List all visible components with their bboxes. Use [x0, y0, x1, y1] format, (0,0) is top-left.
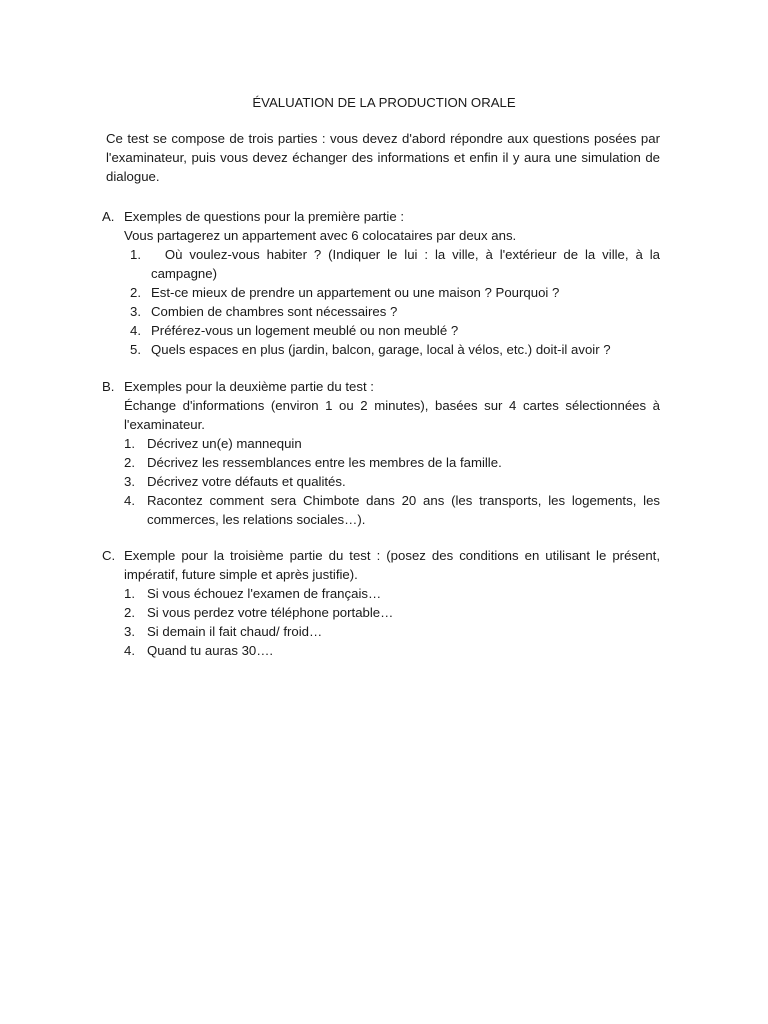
section-c-list — [124, 584, 660, 660]
list-item-number: 2. — [124, 605, 135, 620]
list-item-number: 5. — [130, 342, 141, 357]
list-item — [124, 472, 660, 491]
list-item-number: 2. — [130, 285, 141, 300]
list-item-number: 3. — [124, 624, 135, 639]
list-item-text: Quels espaces en plus (jardin, balcon, garage, local à vélos, etc.) doit-il avoir ? — [151, 342, 611, 357]
list-item — [124, 453, 660, 472]
section-b — [102, 377, 660, 529]
list-item-number: 1. — [124, 586, 135, 601]
list-item-number: 4. — [130, 323, 141, 338]
list-item — [130, 302, 660, 321]
list-item-text: Si demain il fait chaud/ froid… — [147, 624, 323, 639]
list-item — [124, 434, 660, 453]
list-item-number: 1. — [130, 247, 141, 262]
section-c-title: Exemple pour la troisième partie du test : (posez des conditions en utilisant le présent, impératif, future simple et après justifie). — [124, 548, 660, 582]
section-b-letter: B. — [102, 379, 115, 394]
list-item-number: 2. — [124, 455, 135, 470]
section-b-list — [124, 434, 660, 529]
list-item-text: Si vous perdez votre téléphone portable… — [147, 605, 394, 620]
section-a-list — [130, 245, 664, 359]
list-item — [124, 584, 660, 603]
list-item-number: 4. — [124, 643, 135, 658]
section-b-subtitle: Échange d'informations (environ 1 ou 2 minutes), basées sur 4 cartes sélectionnées à l'examinateur. — [124, 398, 660, 432]
list-item-number: 3. — [124, 474, 135, 489]
list-item-text: Combien de chambres sont nécessaires ? — [151, 304, 398, 319]
list-item-number: 4. — [124, 493, 135, 508]
section-a — [102, 207, 664, 359]
list-item-text: Quand tu auras 30…. — [147, 643, 274, 658]
list-item-text: Décrivez les ressemblances entre les membres de la famille. — [147, 455, 502, 470]
list-item — [130, 245, 664, 283]
list-item-text: Préférez-vous un logement meublé ou non meublé ? — [151, 323, 459, 338]
list-item-text: Est-ce mieux de prendre un appartement ou une maison ? Pourquoi ? — [151, 285, 560, 300]
document-title: ÉVALUATION DE LA PRODUCTION ORALE — [252, 95, 516, 110]
list-item — [130, 340, 660, 359]
list-item — [130, 283, 660, 302]
list-item-text: Décrivez un(e) mannequin — [147, 436, 302, 451]
list-item-text: Si vous échouez l'examen de français… — [147, 586, 382, 601]
section-c-letter: C. — [102, 548, 116, 563]
list-item — [124, 622, 660, 641]
list-item — [124, 641, 660, 660]
list-item — [130, 321, 660, 340]
list-item-text: Où voulez-vous habiter ? (Indiquer le lui : la ville, à l'extérieur de la ville, à la campagne) — [151, 247, 664, 281]
section-b-title: Exemples pour la deuxième partie du test : — [124, 379, 374, 394]
list-item-text: Décrivez votre défauts et qualités. — [147, 474, 346, 489]
section-c-heading — [102, 546, 660, 584]
section-a-letter: A. — [102, 209, 115, 224]
intro-paragraph: Ce test se compose de trois parties : vous devez d'abord répondre aux questions posées par l'examinateur, puis vous devez échanger des informations et enfin il y aura une simulation de dialogue. — [106, 131, 660, 184]
list-item-text: Racontez comment sera Chimbote dans 20 ans (les transports, les logements, les commerces, les relations sociales…). — [147, 493, 660, 527]
section-a-heading — [102, 207, 660, 226]
list-item — [124, 603, 660, 622]
list-item-number: 3. — [130, 304, 141, 319]
list-item — [124, 491, 660, 529]
section-a-title: Exemples de questions pour la première partie : — [124, 209, 405, 224]
section-c — [102, 546, 660, 660]
section-b-heading — [102, 377, 660, 396]
list-item-number: 1. — [124, 436, 135, 451]
section-a-subtitle: Vous partagerez un appartement avec 6 colocataires par deux ans. — [124, 228, 517, 243]
